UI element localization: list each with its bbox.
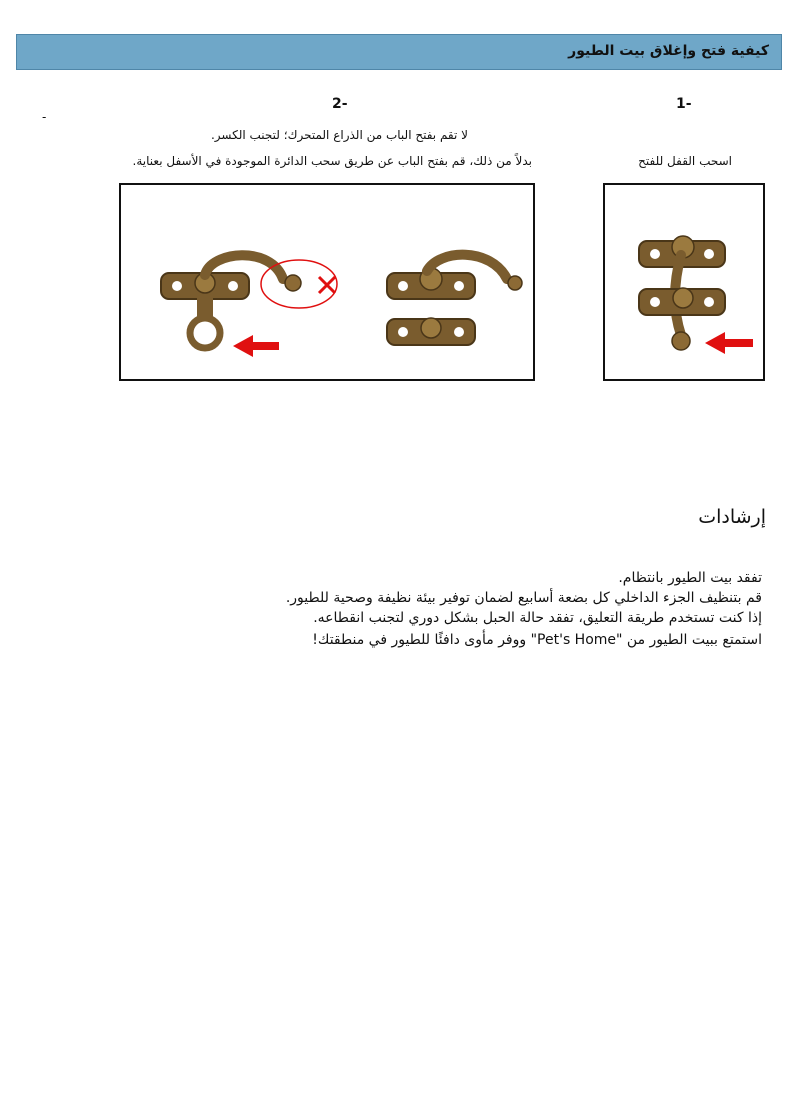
guideline-item-3: إذا كنت تستخدم طريقة التعليق، تفقد حالة الحبل بشكل دوري لتجنب انقطاعه.	[313, 610, 762, 626]
step-2-image	[119, 183, 535, 381]
step-2-warning: لا تقم بفتح الباب من الذراع المتحرك؛ لتجنب الكسر.	[210, 128, 468, 142]
latch-closed-icon	[387, 255, 522, 345]
page-title: كيفية فتح وإغلاق بيت الطيور	[568, 43, 769, 59]
guidelines-heading: إرشادات	[698, 506, 766, 528]
latch-vertical-icon	[639, 236, 725, 350]
step-1-number: 1-	[676, 96, 692, 112]
dash-mark: -	[42, 110, 47, 124]
step-1-caption: اسحب القفل للفتح	[638, 154, 732, 168]
latch-open-icon	[161, 255, 301, 348]
latch-illustration-step2	[121, 185, 533, 379]
arrow-left-icon	[705, 332, 753, 354]
guideline-item-1: تفقد بيت الطيور بانتظام.	[618, 570, 762, 586]
step-1-image	[603, 183, 765, 381]
step-2-instruction: بدلاً من ذلك، قم بفتح الباب عن طريق سحب الدائرة الموجودة في الأسفل بعناية.	[132, 154, 532, 168]
header-bar	[16, 34, 782, 70]
x-mark-icon	[319, 277, 335, 293]
latch-illustration-step1	[605, 185, 763, 379]
guideline-item-2: قم بتنظيف الجزء الداخلي كل بضعة أسابيع لضمان توفير بيئة نظيفة وصحية للطيور.	[285, 590, 762, 606]
arrow-left-icon	[233, 335, 279, 357]
guideline-item-4: استمتع ببيت الطيور من "Pet's Home" ووفر مأوى دافئًا للطيور في منطقتك!	[312, 632, 762, 648]
step-2-number: 2-	[332, 96, 348, 112]
